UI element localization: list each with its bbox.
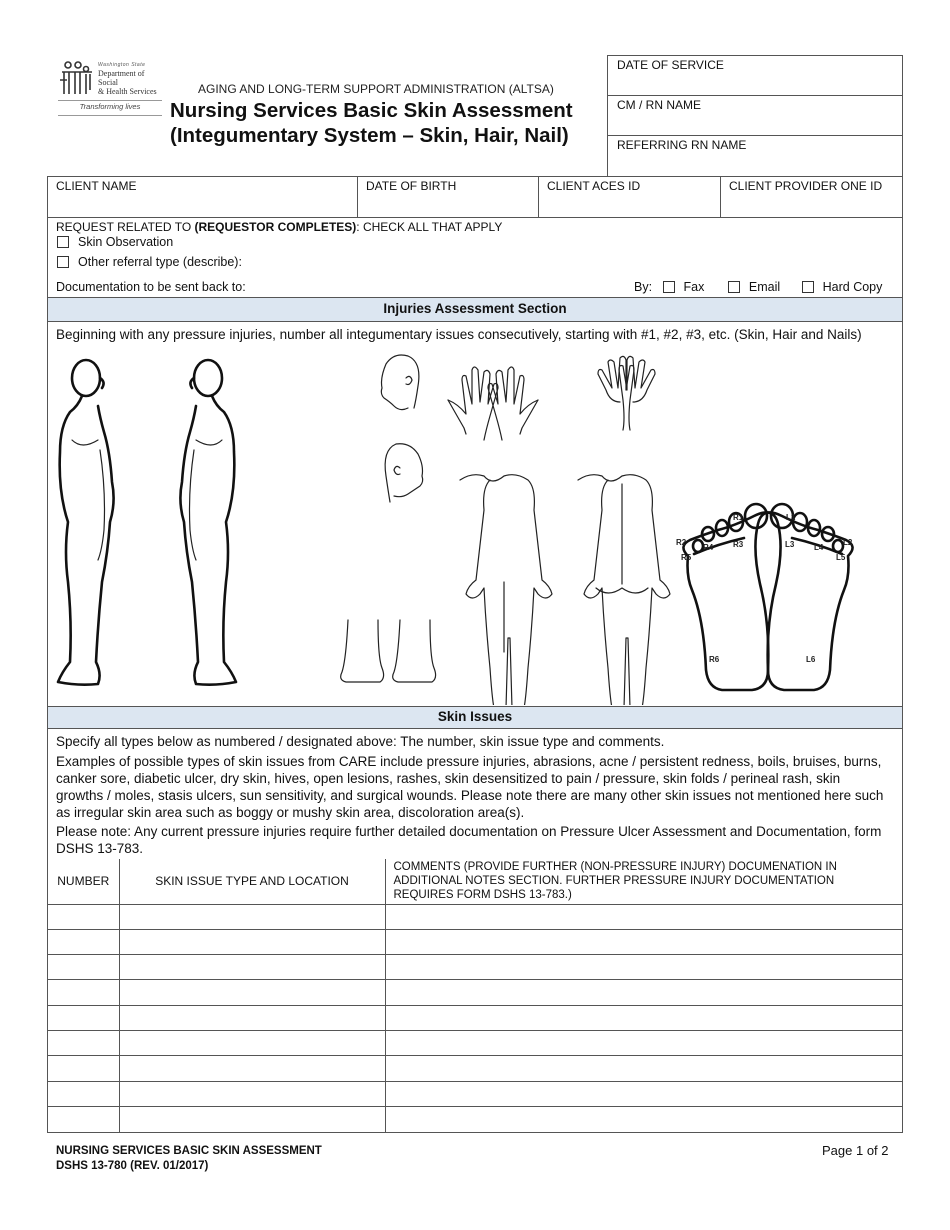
number-cell[interactable] [48, 955, 119, 980]
logo-rule [58, 115, 162, 116]
number-cell[interactable] [48, 904, 119, 929]
referring-rn-name-field[interactable]: REFERRING RN NAME [617, 138, 747, 152]
number-cell[interactable] [48, 1030, 119, 1055]
number-cell[interactable] [48, 1106, 119, 1131]
skin-issue-cell[interactable] [119, 929, 385, 954]
svg-text:L4: L4 [814, 543, 824, 552]
svg-text:L3: L3 [785, 540, 795, 549]
svg-text:L1: L1 [786, 513, 796, 522]
skin-issue-cell[interactable] [119, 1056, 385, 1081]
svg-text:R5: R5 [681, 553, 692, 562]
dshs-logo [58, 60, 162, 118]
body-back-icon [578, 475, 670, 705]
injuries-section-header: Injuries Assessment Section [48, 298, 902, 322]
number-cell[interactable] [48, 929, 119, 954]
form-subtitle: (Integumentary System – Skin, Hair, Nail) [170, 124, 569, 147]
svg-text:L6: L6 [806, 655, 816, 664]
skin-issue-cell[interactable] [119, 955, 385, 980]
logo-department: Department of Social & Health Services [98, 69, 157, 96]
hard-copy-option[interactable]: Hard Copy [802, 280, 883, 294]
body-outline-diagram[interactable] [48, 350, 902, 705]
skin-issues-instructions [48, 729, 902, 859]
fax-option[interactable]: Fax [663, 280, 725, 294]
assessment-form [47, 176, 903, 1133]
skin-observation-option[interactable]: Skin Observation [57, 235, 173, 249]
delivery-options: By: Fax Email Hard Copy [634, 280, 883, 294]
other-referral-option[interactable]: Other referral type (describe): [57, 255, 242, 269]
email-option[interactable]: Email [728, 280, 798, 294]
svg-text:L2: L2 [843, 538, 853, 547]
client-provider-one-id-field[interactable]: CLIENT PROVIDER ONE ID [729, 179, 883, 193]
table-row [48, 929, 902, 954]
agency-name: AGING AND LONG-TERM SUPPORT ADMINISTRATION (ALTSA) [198, 82, 554, 96]
table-row [48, 1106, 902, 1131]
request-section [48, 218, 902, 298]
page-number: Page 1 of 2 [822, 1143, 889, 1158]
header-fields [607, 55, 903, 177]
skin-issues-para-2: Examples of possible types of skin issues from CARE include pressure injuries, abrasions, acne / persistent redness, boils, bruises, burns, canker sore, diabetic ulcer, dry skin, hives, open lesions, rashes, skin desensitized to pain / pressure, skin folds / perineal rash, skin growths / moles, stasis ulcers, sun sensitivity, and surgical wounds. Please note there are many other skin issues not mentioned here such as irregular skin area such as boggy or mushy skin area, discoloration area(s). [56, 754, 884, 820]
skin-issue-cell[interactable] [119, 904, 385, 929]
skin-issues-para-1: Specify all types below as numbered / designated above: The number, skin issue type and comments. [56, 734, 665, 749]
injuries-instructions: Beginning with any pressure injuries, number all integumentary issues consecutively, starting with #1, #2, #3, etc. (Skin, Hair and Nails) [56, 327, 862, 342]
column-skin-issue-type: SKIN ISSUE TYPE AND LOCATION [119, 859, 385, 904]
number-cell[interactable] [48, 1056, 119, 1081]
skin-issue-cell[interactable] [119, 1005, 385, 1030]
number-cell[interactable] [48, 1005, 119, 1030]
comments-cell[interactable] [385, 1106, 902, 1131]
comments-cell[interactable] [385, 1081, 902, 1106]
request-heading: REQUEST RELATED TO (REQUESTOR COMPLETES): CHECK ALL THAT APPLY [56, 220, 503, 234]
comments-cell[interactable] [385, 1005, 902, 1030]
comments-cell[interactable] [385, 929, 902, 954]
comments-cell[interactable] [385, 980, 902, 1005]
table-row [48, 1081, 902, 1106]
number-cell[interactable] [48, 1081, 119, 1106]
skin-issue-cell[interactable] [119, 1030, 385, 1055]
comments-cell[interactable] [385, 1030, 902, 1055]
side-profile-left-icon [180, 360, 236, 685]
table-row [48, 955, 902, 980]
documentation-label: Documentation to be sent back to: [56, 280, 246, 294]
footer-form-info [56, 1144, 322, 1174]
table-row [48, 1030, 902, 1055]
column-number: NUMBER [48, 859, 119, 904]
body-front-icon [460, 475, 552, 705]
table-row [48, 904, 902, 929]
left-foot-sole-icon [755, 504, 852, 690]
table-row [48, 1005, 902, 1030]
cm-rn-name-field[interactable]: CM / RN NAME [608, 96, 902, 136]
other-referral-checkbox[interactable] [57, 256, 69, 268]
hands-palms-icon [448, 367, 538, 440]
logo-rule [58, 100, 162, 101]
svg-text:R6: R6 [709, 655, 720, 664]
logo-state: Washington State [98, 62, 146, 68]
comments-cell[interactable] [385, 904, 902, 929]
head-side-right-icon [385, 444, 423, 502]
logo-tagline: Transforming lives [79, 102, 141, 111]
skin-issues-para-3: Please note: Any current pressure injuries require further detailed documentation on Pressure Ulcer Assessment and Documentation, form DSHS 13-783. [56, 824, 882, 856]
skin-issue-cell[interactable] [119, 1106, 385, 1131]
table-header-row [48, 859, 902, 904]
svg-text:R3: R3 [733, 540, 744, 549]
footer-form-number: DSHS 13-780 (REV. 01/2017) [56, 1160, 209, 1172]
injuries-body-diagram [48, 322, 902, 707]
column-comments: COMMENTS (PROVIDE FURTHER (NON-PRESSURE INJURY) DOCUMENATION IN ADDITIONAL NOTES SECTION. FURTHER PRESSURE INJURY DOCUMENTATION REQUIRES FORM DSHS 13-783.) [385, 859, 902, 904]
svg-text:L5: L5 [836, 553, 846, 562]
comments-cell[interactable] [385, 955, 902, 980]
table-row [48, 980, 902, 1005]
skin-issues-header: Skin Issues [48, 707, 902, 729]
hands-backs-icon [598, 356, 655, 430]
hard-copy-checkbox[interactable] [802, 281, 814, 293]
svg-text:R1: R1 [733, 513, 744, 522]
email-checkbox[interactable] [728, 281, 740, 293]
date-of-birth-field[interactable]: DATE OF BIRTH [358, 177, 539, 217]
fax-checkbox[interactable] [663, 281, 675, 293]
skin-issue-cell[interactable] [119, 1081, 385, 1106]
skin-issue-cell[interactable] [119, 980, 385, 1005]
dshs-family-icon [58, 60, 94, 96]
svg-text:R2: R2 [676, 538, 687, 547]
skin-issues-table [48, 859, 902, 1132]
client-name-field[interactable]: CLIENT NAME [48, 177, 358, 217]
footer-form-title: NURSING SERVICES BASIC SKIN ASSESSMENT [56, 1145, 322, 1157]
table-row [48, 1056, 902, 1081]
number-cell[interactable] [48, 980, 119, 1005]
feet-top-view-icon [341, 620, 436, 682]
side-profile-right-icon [58, 360, 114, 685]
comments-cell[interactable] [385, 1056, 902, 1081]
date-of-service-field[interactable]: DATE OF SERVICE [608, 56, 902, 96]
right-foot-sole-icon [683, 504, 780, 690]
skin-observation-checkbox[interactable] [57, 236, 69, 248]
svg-text:R4: R4 [703, 543, 714, 552]
client-aces-id-field[interactable]: CLIENT ACES ID [539, 177, 721, 217]
form-title: Nursing Services Basic Skin Assessment [170, 99, 573, 122]
client-info-row [48, 177, 902, 218]
head-side-left-icon [381, 355, 419, 410]
